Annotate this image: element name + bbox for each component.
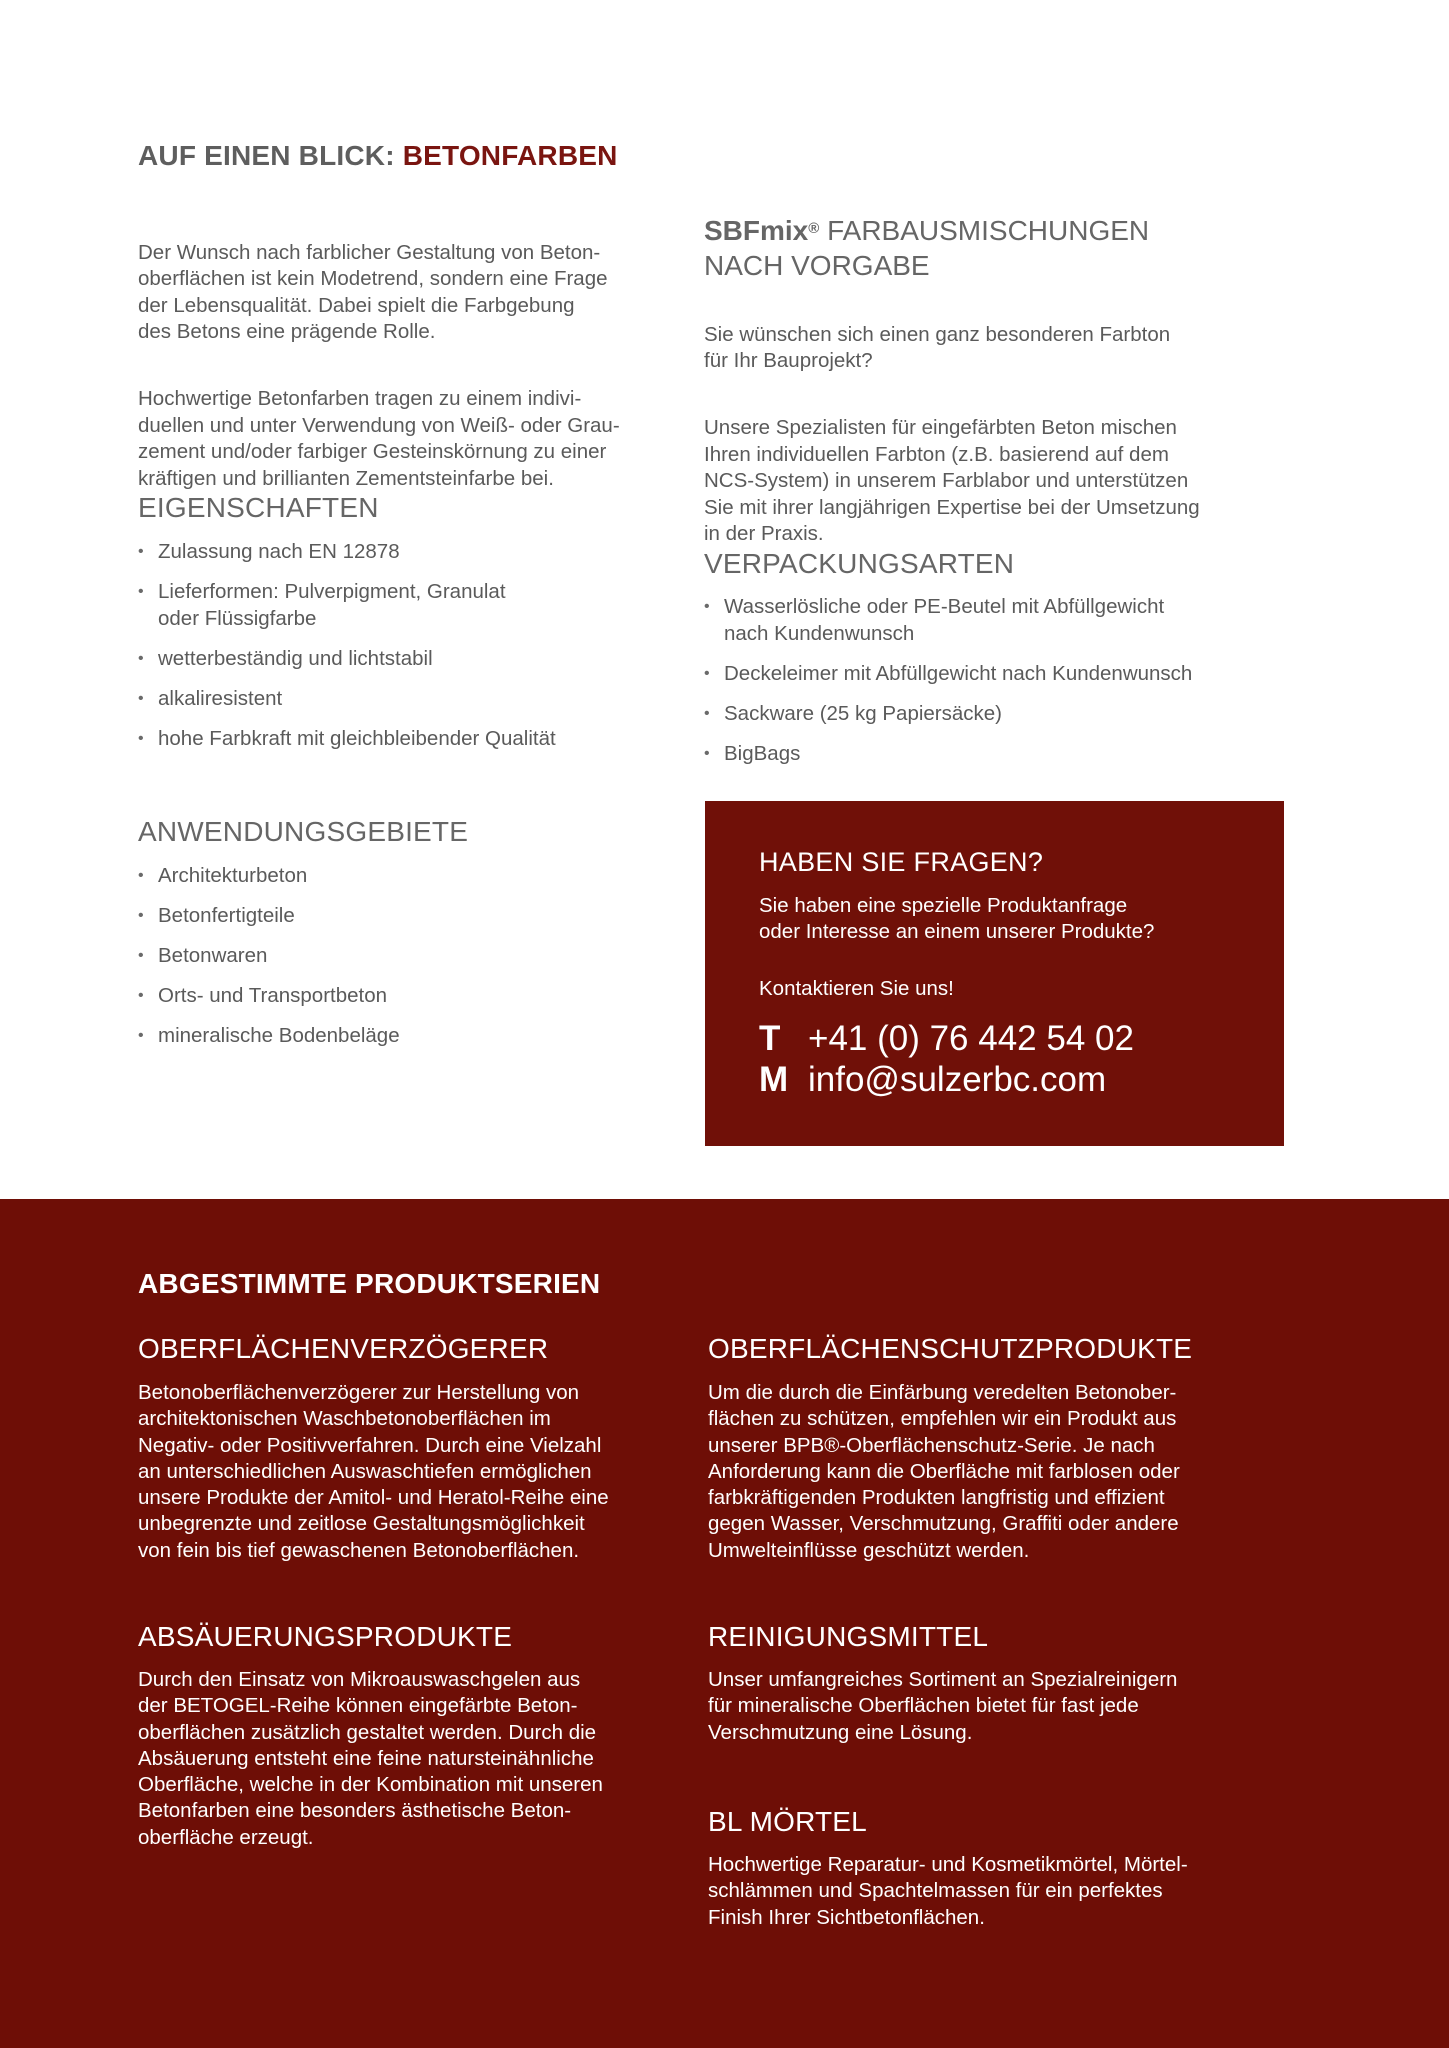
anwendungsgebiete-list-item: • mineralische Bodenbeläge <box>138 1023 678 1050</box>
contact-box <box>705 801 1284 1146</box>
schutz-text: Um die durch die Einfärbung veredelten Betonober- flächen zu schützen, empfehlen wir ein Produkt aus unserer BPB®-Oberflächenschutz-Serie. Je nach Anforderung kann die Oberfläche mit farblosen oder farbkräftigenden Produkten langfristig und effizient gegen Wasser, Verschmutzung, Graffiti oder andere Umwelteinflüsse geschützt werden. <box>708 1381 1180 1562</box>
verpackungsarten-list <box>704 594 1274 781</box>
product-series-band <box>0 1199 1449 2048</box>
sbfmix-paragraph-1: Sie wünschen sich einen ganz besonderen Farbton für Ihr Bauprojekt? <box>704 322 1171 372</box>
verpackungsarten-list-item: • Wasserlösliche oder PE-Beutel mit Abfüllgewicht nach Kundenwunsch <box>704 594 1274 647</box>
mail-label: M <box>759 1060 789 1099</box>
anwendungsgebiete-list-item: • Architekturbeton <box>138 863 678 890</box>
intro-paragraph-2: Hochwertige Betonfarben tragen zu einem indivi- duellen und unter Verwendung von Weiß- oder Grau- zement und/oder farbiger Gesteinskörnung zu einer kräftigen und brillianten Zementsteinfarbe bei. <box>138 387 620 490</box>
intro-paragraph-1: Der Wunsch nach farblicher Gestaltung von Beton- oberflächen ist kein Modetrend, sondern eine Frage der Lebensqualität. Dabei spielt die Farbgebung des Betons eine prägende Rolle. <box>138 240 608 343</box>
eigenschaften-heading: EIGENSCHAFTEN <box>138 492 379 523</box>
anwendungsgebiete-list-item: • Orts- und Transportbeton <box>138 983 678 1010</box>
eigenschaften-list-item: • Lieferformen: Pulverpigment, Granulat oder Flüssigfarbe <box>138 579 678 632</box>
email-link[interactable]: info@sulzerbc.com <box>808 1060 1107 1099</box>
sbfmix-heading <box>704 213 1264 283</box>
sbfmix-brand: SBFmix <box>704 215 809 246</box>
anwendungsgebiete-list-item: • Betonfertigteile <box>138 903 678 930</box>
verpackungsarten-list-item: • Deckeleimer mit Abfüllgewicht nach Kundenwunsch <box>704 661 1274 688</box>
page-title <box>138 140 618 172</box>
anwendungsgebiete-list <box>138 863 678 1063</box>
verpackungsarten-list-item: • Sackware (25 kg Papiersäcke) <box>704 701 1274 728</box>
eigenschaften-list-item: • wetterbeständig und lichtstabil <box>138 646 678 673</box>
verpackungsarten-list-item: • BigBags <box>704 741 1274 768</box>
registered-mark: ® <box>808 220 820 237</box>
sbfmix-heading-line1: FARBAUSMISCHUNGEN <box>819 215 1150 246</box>
sbfmix-text <box>704 295 1274 588</box>
anwendungsgebiete-heading: ANWENDUNGSGEBIETE <box>138 816 469 847</box>
eigenschaften-list <box>138 539 678 766</box>
absaeuerung-heading: ABSÄUERUNGSPRODUKTE <box>138 1621 513 1652</box>
schutz-heading: OBERFLÄCHENSCHUTZPRODUKTE <box>708 1333 1193 1364</box>
contact-title: HABEN SIE FRAGEN? <box>759 847 1044 877</box>
sbfmix-paragraph-2: Unsere Spezialisten für eingefärbten Beton mischen Ihren individuellen Farbton (z.B. basierend auf dem NCS-System) in unserem Farblabor und unterstützen Sie mit ihrer langjährigen Expertise bei der Umsetzung in der Praxis. <box>704 416 1200 545</box>
contact-phone-line[interactable] <box>759 1019 1134 1059</box>
phone-label: T <box>759 1019 781 1058</box>
contact-text: Sie haben eine spezielle Produktanfrage oder Interesse an einem unserer Produkte? <box>759 894 1155 943</box>
product-series-title: ABGESTIMMTE PRODUKTSERIEN <box>138 1268 601 1299</box>
contact-cta: Kontaktieren Sie uns! <box>759 977 954 1000</box>
intro-text <box>138 213 668 533</box>
reinigung-text: Unser umfangreiches Sortiment an Spezialreinigern für mineralische Oberflächen bietet für fast jede Verschmutzung eine Lösung. <box>708 1668 1178 1744</box>
moertel-text: Hochwertige Reparatur- und Kosmetikmörtel, Mörtel- schlämmen und Spachtelmassen für ein perfektes Finish Ihrer Sichtbetonflächen. <box>708 1853 1188 1929</box>
eigenschaften-list-item: • hohe Farbkraft mit gleichbleibender Qualität <box>138 726 678 753</box>
eigenschaften-list-item: • Zulassung nach EN 12878 <box>138 539 678 566</box>
moertel-heading: BL MÖRTEL <box>708 1806 867 1837</box>
page-title-accent: BETONFARBEN <box>402 140 618 171</box>
eigenschaften-list-item: • alkaliresistent <box>138 686 678 713</box>
sbfmix-heading-line2: NACH VORGABE <box>704 250 930 281</box>
verpackungsarten-heading: VERPACKUNGSARTEN <box>704 548 1015 579</box>
verzoegerer-text: Betonoberflächenverzögerer zur Herstellung von architektonischen Waschbetonoberflächen im Negativ- oder Positivverfahren. Durch eine Vielzahl an unterschiedlichen Auswaschtiefen ermöglichen unsere Produkte der Amitol- und Heratol-Reihe eine unbegrenzte und zeitlose Gestaltungsmöglichkeit von fein bis tief gewaschenen Betonoberflächen. <box>138 1381 609 1562</box>
page-title-prefix: AUF EINEN BLICK: <box>138 140 403 171</box>
anwendungsgebiete-list-item: • Betonwaren <box>138 943 678 970</box>
phone-number[interactable]: +41 (0) 76 442 54 02 <box>808 1019 1134 1058</box>
contact-mail-line[interactable] <box>759 1060 1106 1100</box>
verzoegerer-heading: OBERFLÄCHENVERZÖGERER <box>138 1333 549 1364</box>
absaeuerung-text: Durch den Einsatz von Mikroauswaschgelen aus der BETOGEL-Reihe können eingefärbte Beton- oberflächen zusätzlich gestaltet werden. Durch die Absäuerung entsteht eine feine natursteinähnliche Oberfläche, welche in der Kombination mit unseren Betonfarben eine besonders ästhetische Beton- oberfläche erzeugt. <box>138 1668 603 1849</box>
reinigung-heading: REINIGUNGSMITTEL <box>708 1621 989 1652</box>
